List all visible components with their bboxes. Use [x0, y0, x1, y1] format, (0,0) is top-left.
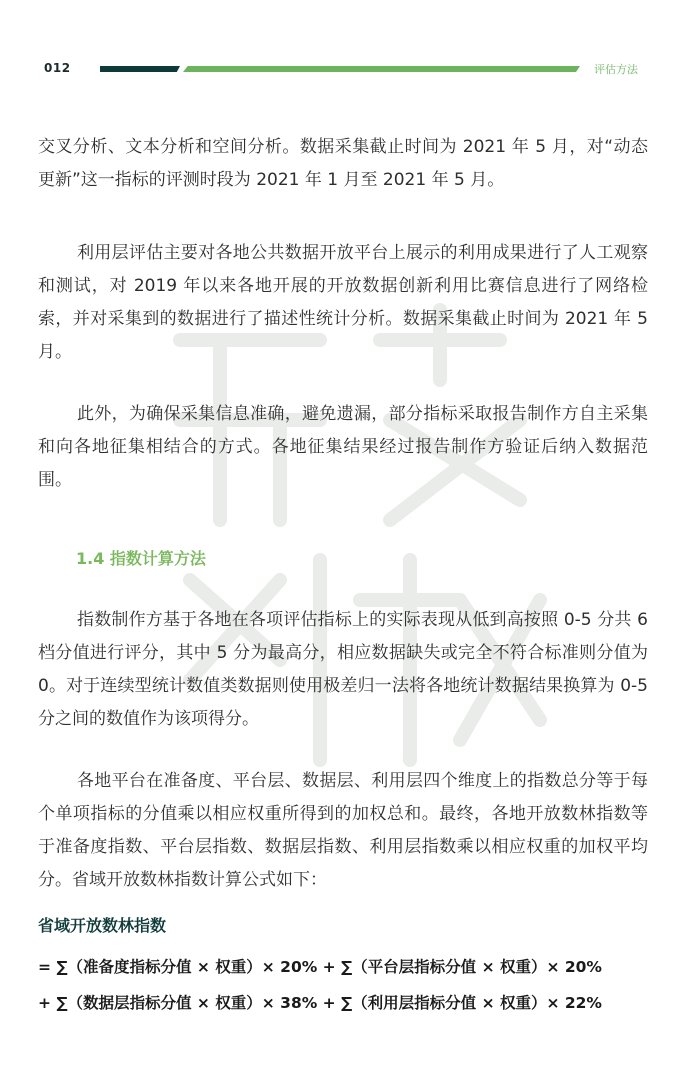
formula-line-2: + ∑（数据层指标分值 × 权重）× 38% + ∑（利用层指标分值 × 权重）× 22% — [38, 994, 602, 1012]
formula-line-1: = ∑（准备度指标分值 × 权重）× 20% + ∑（平台层指标分值 × 权重）× 20% — [38, 958, 602, 976]
paragraph-data-collection: 此外，为确保采集信息准确，避免遗漏，部分指标采取报告制作方自主采集和向各地征集相结合的方式。各地征集结果经过报告制作方验证后纳入数据范围。 — [38, 404, 648, 490]
section-heading: 1.4 指数计算方法 — [76, 549, 206, 568]
page-number: 012 — [44, 61, 71, 75]
formula-title: 省域开放数林指数 — [38, 916, 167, 935]
paragraph-utilization-layer: 利用层评估主要对各地公共数据开放平台上展示的利用成果进行了人工观察和测试，对 2019 年以来各地开展的开放数据创新利用比赛信息进行了网络检索，并对采集到的数据进行了描述性统计分析。数据采集截止时间为 2021 年 5 月。 — [38, 243, 648, 362]
paragraph-scoring-method: 指数制作方基于各地在各项评估指标上的实际表现从低到高按照 0-5 分共 6 档分值进行评分，其中 5 分为最高分，相应数据缺失或完全不符合标准则分值为 0。对于连续型统计数值类数据则使用极差归一法将各地统计数据结果换算为 0-5 分之间的数值作为该项得分。 — [38, 610, 648, 729]
header-bar-dark — [100, 66, 180, 72]
page-header — [0, 0, 680, 90]
paragraph-weighting: 各地平台在准备度、平台层、数据层、利用层四个维度上的指数总分等于每个单项指标的分值乘以相应权重所得到的加权总和。最终，各地开放数林指数等于准备度指数、平台层指数、数据层指数、利用层指数乘以相应权重的加权平均分。省域开放数林指数计算公式如下： — [38, 771, 648, 890]
paragraph-data-analysis: 交叉分析、文本分析和空间分析。数据采集截止时间为 2021 年 5 月，对“动态更新”这一指标的评测时段为 2021 年 1 月至 2021 年 5 月。 — [38, 137, 648, 190]
header-bar-green — [183, 66, 580, 72]
header-section-label: 评估方法 — [594, 63, 638, 76]
